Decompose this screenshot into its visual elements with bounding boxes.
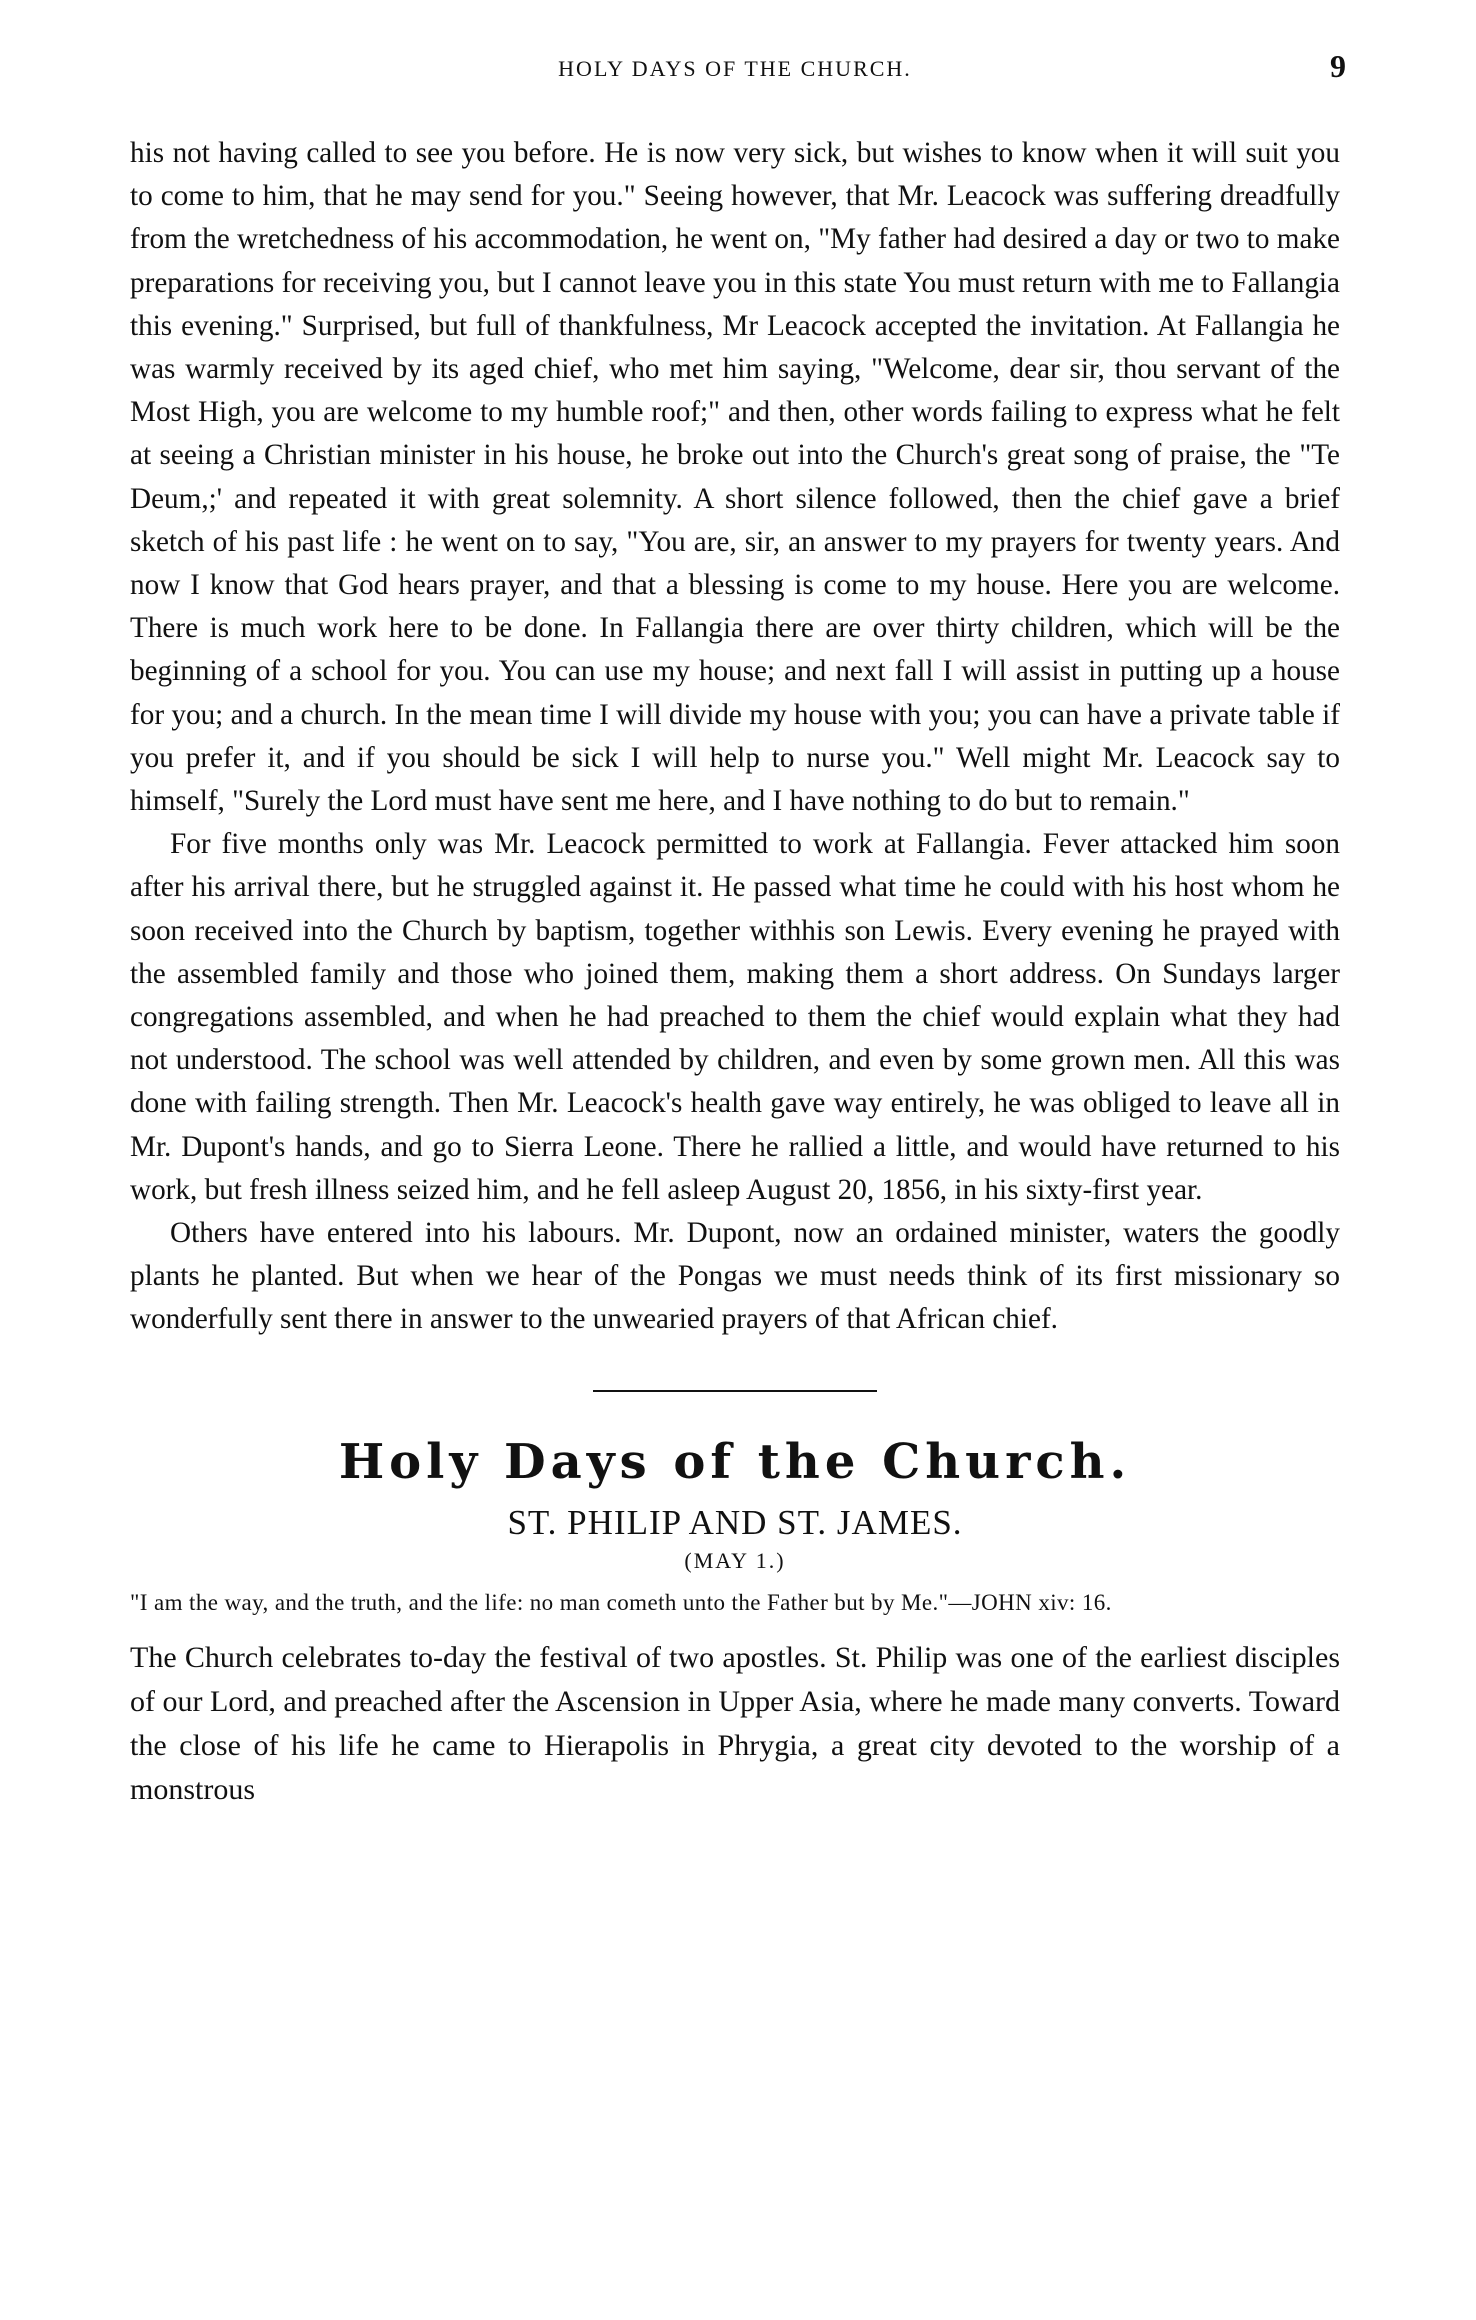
paragraph: The Church celebrates to-day the festival of two apostles. St. Philip was one of the earliest disciples of our Lord, and preached after the Ascension in Upper Asia, where he made many converts. Toward the close of his life he came to Hierapolis in Phrygia, a great city devoted to the worship of a monstrous xyxy=(130,1640,1340,1806)
feast-date: (MAY 1.) xyxy=(684,1547,786,1573)
section-body xyxy=(130,1636,1340,1812)
epigraph-quote: "I am the way, and the truth, and the life: no man cometh unto the Father but by Me." xyxy=(130,1589,949,1615)
feast-name: ST. PHILIP AND ST. JAMES. xyxy=(507,1502,963,1542)
running-title: HOLY DAYS OF THE CHURCH. xyxy=(558,56,912,81)
paragraph: Others have entered into his labours. Mr. Dupont, now an ordained minister, waters the goodly plants he planted. But when we hear of the Pongas we must needs think of its first missionary so wonderfully sent there in answer to the unwearied prayers of that African chief. xyxy=(130,1217,1340,1336)
section-title: Holy Days of the Church. xyxy=(338,1433,1132,1490)
book-page xyxy=(130,48,1346,2288)
paragraph: his not having called to see you before. He is now very sick, but wishes to know when it will suit you to come to him, that he may send for you." Seeing however, that Mr. Leacock was suffering dreadfully from the wretchedness of his accommodation, he went on, "My father had desired a day or two to make preparations for receiving you, but I cannot leave you in this state You must return with me to Fallangia this evening." Surprised, but full of thankfulness, Mr Leacock accepted the invitation. At Fallangia he was warmly received by its aged chief, who met him saying, "Welcome, dear sir, thou servant of the Most High, you are welcome to my humble roof;" and then, other words failing to express what he felt at seeing a Christian minister in his house, he broke out into the Church's great song of praise, the "Te Deum,;' and repeated it with great solemnity. A short silence followed, then the chief gave a brief sketch of his past life : he went on to say, "You are, sir, an answer to my prayers for twenty years. And now I know that God hears prayer, and that a blessing is come to my house. Here you are welcome. There is much work here to be done. In Fallangia there are over thirty children, which will be the beginning of a school for you. You can use my house; and next fall I will assist in putting up a house for you; and a church. In the mean time I will divide my house with you; you can have a private table if you prefer it, and if you should be sick I will help to nurse you." Well might Mr. Leacock say to himself, "Surely the Lord must have sent me here, and I have nothing to do but to remain." xyxy=(130,137,1340,818)
section-divider xyxy=(593,1390,877,1392)
article-continuation xyxy=(130,132,1340,1342)
page-number: 9 xyxy=(1330,48,1346,84)
running-head xyxy=(130,48,1346,98)
paragraph: For five months only was Mr. Leacock permitted to work at Fallangia. Fever attacked him soon after his arrival there, but he struggled against it. He passed what time he could with his host whom he soon received into the Church by baptism, together withhis son Lewis. Every evening he prayed with the assembled family and those who joined them, making them a short address. On Sundays larger congregations assembled, and when he had preached to them the chief would explain what they had not understood. The school was well attended by children, and even by some grown men. All this was done with failing strength. Then Mr. Leacock's health gave way entirely, he was obliged to leave all in Mr. Dupont's hands, and go to Sierra Leone. There he rallied a little, and would have returned to his work, but fresh illness seized him, and he fell asleep August 20, 1856, in his sixty-first year. xyxy=(130,828,1340,1206)
epigraph-reference: —JOHN xiv: 16. xyxy=(948,1589,1112,1615)
epigraph xyxy=(130,1588,1340,1618)
